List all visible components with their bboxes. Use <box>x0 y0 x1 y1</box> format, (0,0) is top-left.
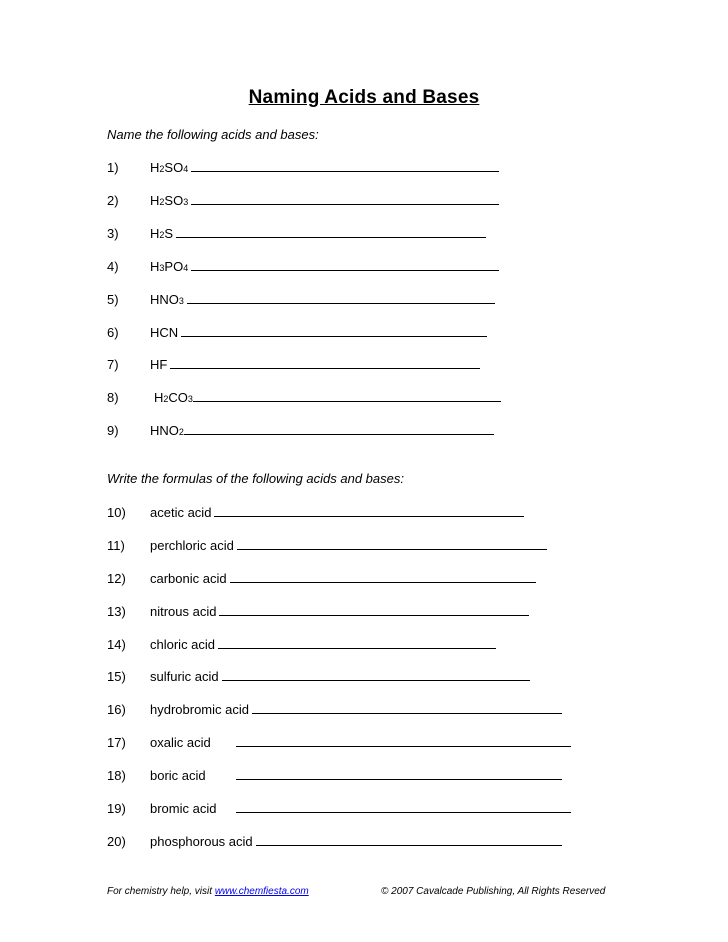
question-number: 16) <box>107 702 126 717</box>
formula-instructions: Write the formulas of the following acids and bases: <box>107 471 404 486</box>
footer-help: For chemistry help, visit www.chemfiesta.com <box>107 886 309 897</box>
answer-blank[interactable] <box>236 745 571 747</box>
question-row <box>107 834 562 852</box>
question-number: 20) <box>107 834 126 849</box>
answer-blank[interactable] <box>236 778 562 780</box>
question-number: 6) <box>107 325 119 340</box>
question-number: 8) <box>107 390 119 405</box>
naming-instructions: Name the following acids and bases: <box>107 127 319 142</box>
formula: HNO 3 <box>150 292 184 307</box>
answer-blank[interactable] <box>181 335 487 337</box>
acid-name: oxalic acid <box>150 735 211 750</box>
answer-blank[interactable] <box>237 548 547 550</box>
answer-blank[interactable] <box>256 844 562 846</box>
question-row <box>107 669 530 687</box>
answer-blank[interactable] <box>191 203 499 205</box>
question-row <box>107 259 499 277</box>
question-row <box>107 423 494 441</box>
footer-copyright: © 2007 Cavalcade Publishing, All Rights Reserved <box>381 886 606 897</box>
question-row <box>107 702 562 720</box>
question-row <box>107 604 529 622</box>
question-row <box>107 390 501 408</box>
question-row <box>107 538 547 556</box>
acid-name: sulfuric acid <box>150 669 219 684</box>
acid-name: nitrous acid <box>150 604 217 619</box>
question-number: 14) <box>107 637 126 652</box>
answer-blank[interactable] <box>191 170 499 172</box>
question-number: 12) <box>107 571 126 586</box>
answer-blank[interactable] <box>236 811 571 813</box>
question-number: 1) <box>107 160 119 175</box>
question-number: 7) <box>107 357 119 372</box>
question-row <box>107 160 499 178</box>
question-number: 15) <box>107 669 126 684</box>
acid-name: carbonic acid <box>150 571 227 586</box>
page-title: Naming Acids and Bases <box>248 87 480 108</box>
question-row <box>107 571 536 589</box>
question-row <box>107 226 486 244</box>
formula: H 3 PO 4 <box>150 259 189 274</box>
question-number: 5) <box>107 292 119 307</box>
question-number: 19) <box>107 801 126 816</box>
acid-name: hydrobromic acid <box>150 702 249 717</box>
answer-blank[interactable] <box>230 581 536 583</box>
answer-blank[interactable] <box>214 515 524 517</box>
formula: H 2 CO 3 <box>154 390 193 405</box>
answer-blank[interactable] <box>219 614 529 616</box>
question-number: 17) <box>107 735 126 750</box>
formula: HNO 2 <box>150 423 184 438</box>
answer-blank[interactable] <box>193 400 501 402</box>
question-row <box>107 637 496 655</box>
question-number: 9) <box>107 423 119 438</box>
question-row <box>107 292 495 310</box>
question-number: 3) <box>107 226 119 241</box>
acid-name: bromic acid <box>150 801 217 816</box>
formula: H 2 SO 4 <box>150 160 189 175</box>
answer-blank[interactable] <box>170 367 480 369</box>
acid-name: perchloric acid <box>150 538 234 553</box>
question-row <box>107 768 562 786</box>
question-row <box>107 735 571 753</box>
question-row <box>107 357 480 375</box>
question-number: 11) <box>107 538 125 553</box>
question-number: 10) <box>107 505 126 520</box>
answer-blank[interactable] <box>218 647 496 649</box>
question-row <box>107 801 571 819</box>
question-row <box>107 193 499 211</box>
acid-name: chloric acid <box>150 637 216 652</box>
answer-blank[interactable] <box>184 433 494 435</box>
question-number: 4) <box>107 259 119 274</box>
answer-blank[interactable] <box>176 236 486 238</box>
answer-blank[interactable] <box>187 302 495 304</box>
acid-name: acetic acid <box>150 505 212 520</box>
question-row <box>107 325 487 343</box>
question-row <box>107 505 524 523</box>
formula: H 2 S <box>150 226 174 241</box>
acid-name: boric acid <box>150 768 206 783</box>
acid-name: phosphorous acid <box>150 834 253 849</box>
formula: H 2 SO 3 <box>150 193 189 208</box>
chemfiesta-link[interactable]: www.chemfiesta.com <box>214 886 309 897</box>
question-number: 18) <box>107 768 126 783</box>
answer-blank[interactable] <box>222 679 530 681</box>
answer-blank[interactable] <box>252 712 562 714</box>
formula: HF <box>150 357 168 372</box>
formula: HCN <box>150 325 179 340</box>
answer-blank[interactable] <box>191 269 499 271</box>
question-number: 2) <box>107 193 119 208</box>
question-number: 13) <box>107 604 126 619</box>
